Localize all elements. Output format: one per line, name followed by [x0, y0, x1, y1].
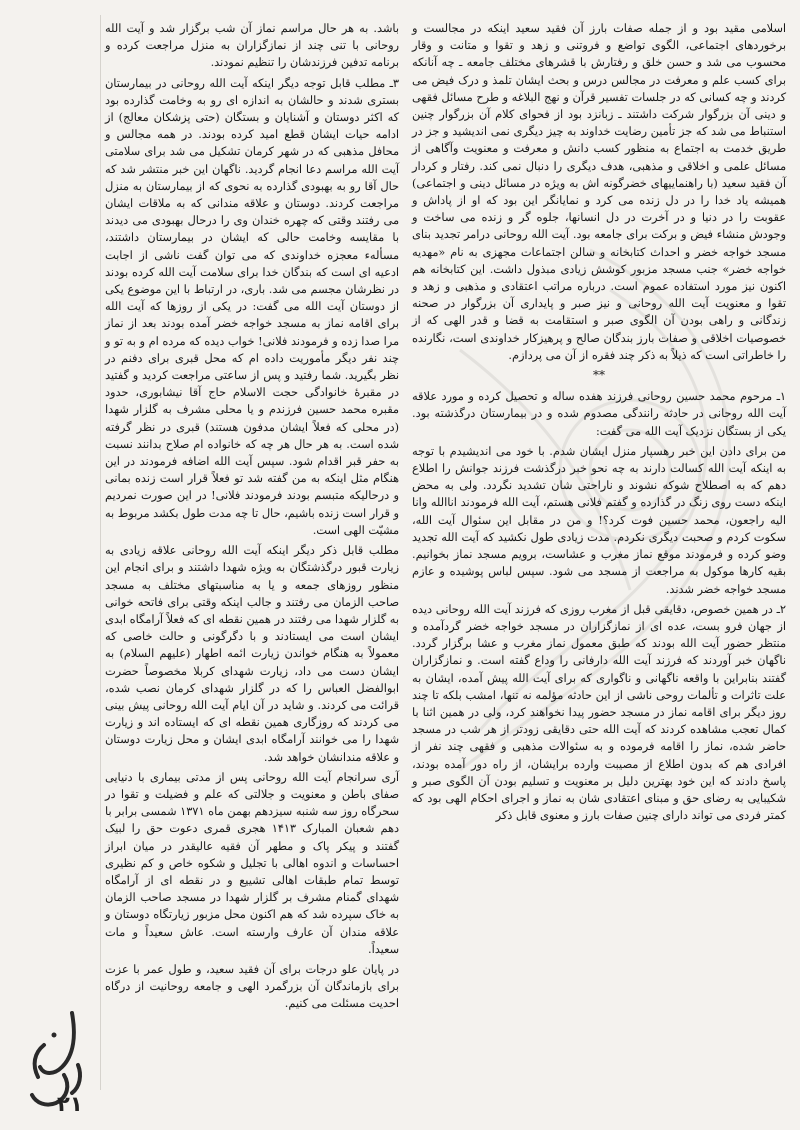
page-number: ۲۱ [57, 1092, 83, 1116]
right-text-column [412, 20, 786, 827]
paragraph: باشد. به هر حال مراسم نماز آن شب برگزار شد و آیت الله روحانی با تنی چند از نمازگزاران به منزل مراجعت کرده و برنامه تدفین فرزندشان را تنظیم نمودند. [105, 22, 399, 70]
paragraph: در پایان علو درجات برای آن فقید سعید، و طول عمر با عزت برای بازماندگان آن بزرگمرد الهی و جامعه روحانیت از درگاه احدیت مسئلت می کنیم. [105, 962, 399, 1011]
section-separator: ** [593, 368, 605, 383]
column-margin-rule [100, 15, 101, 1090]
paragraph: ۳ـ مطلب قابل توجه دیگر اینکه آیت الله روحانی در بیمارستان بستری شدند و حالشان به اندازه ای رو به وخامت گذارده بود که اکثر دوستان و آشنایان و بستگان (حتی پزشکان معالج) از ادامه حیات ایشان قطع امید کرده بودند. در همه مجالس و محافل مذهبی که در شهر کرمان تشکیل می شد برای سلامتی آیت الله مراسم دعا انجام گردید. ناگهان این خبر منتشر شد که حال آقا رو به بهبودی گذارده به نحوی که از بیمارستان به منزل مراجعت کردند. دوستان و علاقه مندانی که به ملاقات ایشان می رفتند وقتی که چهره خندان وی را درحال بهبودی می دیدند با مقایسه وخامت حالی که ایشان در بیمارستان داشتند، مسألهء معجزه خداوندی که می توان گفت ناشی از اجابت ادعیه ای است که بندگان خدا برای سلامت آیت الله کرده بودند در نظرشان مجسم می شد. باری، در ارتباط با این موضوع یکی از دوستان آیت الله می گفت: در یکی از روزها که آیت الله برای اقامه نماز به مسجد خواجه خضر آمده بودند بعد از نماز مرا صدا زده و فرمودند فلانی! خواب دیده که مرده ام و به تو و چند نفر دیگر مأموریت داده ام که محل قبری برای دفنم در نظر بگیرید. شما رفتید و پس از ساعتی مراجعت کردید و گفتید در مقبرهٔ خانوادگی حجت الاسلام حاج آقا نیشابوری، حدود مقبره محمد حسین فرزندم و یا محلی مشرف به گلزار شهدا (در محلی که فعلاً ایشان مدفون هستند) قبری در نظر گرفته شده است. به هر حال هر چه که خانواده ام صلاح بدانند نسبت به حفر قبر اقدام شود. سپس آیت الله اضافه فرمودند در این هنگام مثل اینکه به من گفته شد تو فعلاً قرار است زنده بمانی و درحالیکه متبسم بودند فرمودند فلانی! در این صورت نمردیم و قرار است زنده باشیم، حال تا چه مدت طول بکشد مربوط به مشیّت الهی است. [105, 76, 399, 537]
paragraph: ۲ـ در همین خصوص، دقایقی قبل از مغرب روزی که فرزند آیت الله روحانی دیده از جهان فرو بست، عده ای از نمازگزاران در مسجد خواجه خضر گردآمده و منتظر حضور آیت الله بودند که طبق معمول نماز مغرب و عشا برگزار گردد. ناگهان خبر آوردند که فرزند آیت الله دارفانی را وداع گفته است. و نمازگزاران گفتند بنابراین با واقعه ناگهانی و ناگواری که برای آیت الله پیش آمده، ایشان به علت تاثرات و تألمات روحی ناشی از این حادثه مؤلمه نه تنها، امشب بلکه تا چند روز دیگر برای اقامه نماز در مسجد حضور پیدا نخواهند کرد، ولی در همین اثنا با کمال تعجب مشاهده کردند که آیت الله حتی دقایقی زودتر از هر شب در مسجد حاضر شده، نماز را اقامه فرموده و به سئوالات مذهبی و فقهی چند نفر از افرادی هم که بدون اطلاع از مصیبت وارده برایشان، از راه دور آمده بودند، پاسخ دادند که این خود بهترین دلیل بر معنویت و تسلیم بودن آن الگوی صبر و شکیبایی به رضای حق و مبنای اعتقادی شان به نماز و اجرای احکام الهی بود که کمتر فردی می تواند دارای چنین صفات بارز و معنوی قابل ذکر [412, 602, 786, 823]
paragraph: من برای دادن این خبر رهسپار منزل ایشان شدم. با خود می اندیشیدم با توجه به اینکه آیت الله کسالت دارند به چه نحو خبر درگذشت فرزند جوانش را اطلاع دهم که به اصطلاح شوکه نشوند و ناراحتی شان تشدید نگردد. ولی به محض اینکه دست روی زنگ در گذارده و گفتم فلانی هستم، آیت الله فرمودند اناالله وانا الیه راجعون، محمد حسین فوت کرد؟! و من در مقابل این سئوال آیت الله، سکوت کردم و صحبت دیگری نکردم. مدت زیادی طول نکشید که آیت الله تجدید وضو کرده و فرمودند موقع نماز مغرب و عشاست، برویم مسجد نماز بخوانیم. بقیه کارها موکول به مراجعت از مسجد می شود. سپس لباس پوشیده و عازم مسجد خواجه خضر شدند. [412, 444, 786, 596]
paragraph: آری سرانجام آیت الله روحانی پس از مدتی بیماری با دنیایی صفای باطن و معنویت و جلالتی که علم و فضیلت و تقوا در سحرگاه روز سه شنبه سیزدهم بهمن ماه ۱۳۷۱ شمسی برابر با دهم شعبان المبارک ۱۴۱۳ هجری قمری دعوت حق را لبیک گفتند و پیکر پاک و مطهر آن فقیه عالیقدر در میان ابراز احساسات و اندوه اهالی با تجلیل و شکوه خاص و کم نظیری توسط تمام طبقات اهالی تشییع و در نقطه ای از آرامگاه شهدای گمنام مشرف بر گلزار شهدا در مسجد صاحب الزمان به خاک سپرده شد که هم اکنون محل مزبور زیارتگاه دوستان و علاقه مندان آن عارف وارسته است. عاش سعیداً و مات سعیداً. [105, 770, 399, 956]
paragraph: اسلامی مقید بود و از جمله صفات بارز آن فقید سعید اینکه در مجالست و برخوردهای اجتماعی، الگوی تواضع و فروتنی و زهد و تقوا و متانت و وقار محسوب می شد و حسن خلق و رفتارش با قشرهای مختلف جامعه ـ چه آنانکه برای کسب علم و معرفت در مجالس درس و بحث ایشان تلمذ و درک فیض می کردند و چه کسانی که در جلسات تفسیر قرآن و نهج البلاغه و طرح مسائل فقهی و دینی آن بزرگوار شرکت داشتند ـ زبانزد بود از فحوای کلام آن بزرگوار چنین استنباط می شد که جز تأمین رضایت خداوند به چیز دیگری نمی اندیشید و جز در طریق خدمت به اجتماع به منظور کسب دانش و معرفت و معنویت وآگاهی از مسائل علمی و اخلاقی و مذهبی، هدف دیگری را دنبال نمی کند. رفتار و کردار آن فقید سعید (با راهنماییهای خضرگونه اش به ویژه در مسائل دینی و اجتماعی) همیشه یاد خدا را در دل زنده می کرد و نمایانگر این بود که او از پاداش و عقوبت را در دنیا و در آخرت در دل انسانها، جلوه گر و زنده می ساخت و وجودش منشاء فیض و برکت برای جامعه بود. آیت الله روحانی درامر تجدید بنای مسجد خواجه خضر و احداث کتابخانه و سالن اجتماعات مجهزی به نام «مهدیه خواجه خضر» جنب مسجد مزبور کوشش زیادی مبذول داشت. این کتابخانه هم اکنون نیز مورد استفاده عموم است. درباره مراتب اعتقادی و مذهبی و زهد و تقوا و معنویت آیت الله روحانی و نیز صبر و پایداری آن بزرگوار در صحنه زندگانی و راهی بودن آن الگوی صبر و استقامت به قضا و قدر الهی که از خصوصیات اخلاقی و صفات بارز بندگان صالح و پرهیزکار خداوندی است، نگارنده را خاطراتی است که ذیلاً به ذکر چند فقره از آن می پردازم. [412, 22, 786, 362]
paragraph: مطلب قابل ذکر دیگر اینکه آیت الله روحانی علاقه زیادی به زیارت قبور درگذشتگان به ویژه شهدا داشتند و برای انجام این منظور روزهای جمعه و یا به مناسبتهای مختلف به مسجد صاحب الزمان می رفتند و جالب اینکه وقتی برای فاتحه خوانی به گلزار شهدا می رفتند در همین نقطه ای که فعلاً آرامگاه ابدی ایشان است می ایستادند و با دگرگونی و حالت خاصی که معمولاً به هنگام خواندن زیارت ائمه اطهار (علیهم السلام) به ایشان دست می داد، زیارت شهدای کربلا مخصوصاً حضرت ابوالفضل العباس را که در گلزار شهدای کرمان نصب شده، قرائت می کردند. و شاید در آن ایام آیت الله روحانی پیش بینی می کردند که روزگاری همین نقطه ای که ایستاده اند و زیارت شهدا را می خوانند آرامگاه ابدی ایشان و محل زیارت دوستان و علاقه مندانشان خواهد شد. [105, 544, 399, 764]
paragraph: ۱ـ مرحوم محمد حسین روحانی فرزند هفده ساله و تحصیل کرده و مورد علاقه آیت الله روحانی در حادثه رانندگی مصدوم شده و در بیمارستان درگذشته بود. یکی از بستگان نزدیک آیت الله می گفت: [412, 390, 786, 438]
left-text-column [105, 20, 399, 1016]
